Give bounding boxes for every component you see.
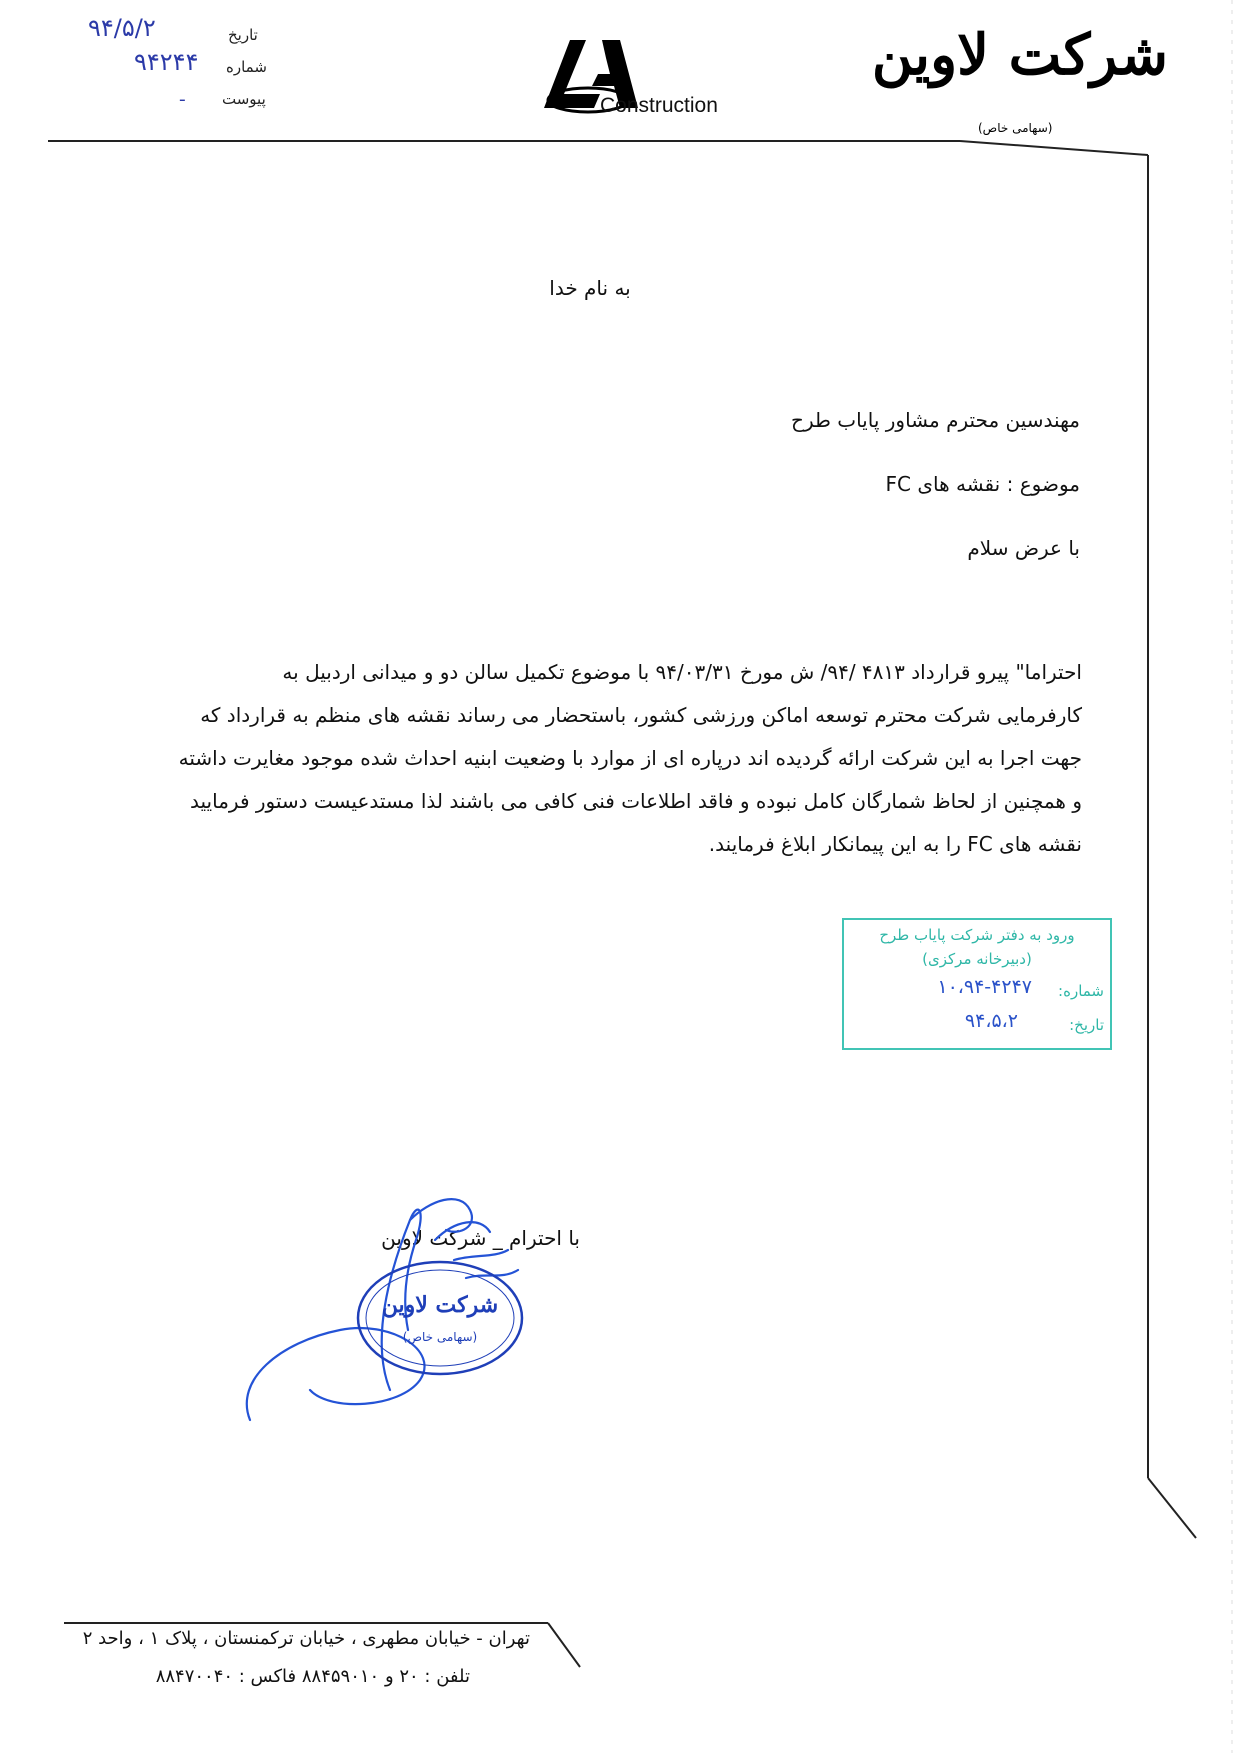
stamp-date-label: تاریخ: <box>1069 1016 1104 1034</box>
receipt-stamp <box>842 918 1112 1050</box>
invocation: به نام خدا <box>549 276 631 300</box>
seal-type: (سهامی خاص) <box>402 1330 478 1344</box>
greeting: با عرض سلام <box>967 536 1080 560</box>
body-line: کارفرمایی شرکت محترم توسعه اماکن ورزشی کشور، باستحضار می رساند نقشه های منظم به قرارداد که <box>200 703 1082 727</box>
body-line: احتراما" پیرو قرارداد ۴۸۱۳ /۹۴/ ش مورخ ۹۴/۰۳/۳۱ با موضوع تکمیل سالن دو و میدانی اردبیل به <box>282 660 1082 684</box>
footer-phone: تلفن : ۲۰ و ۸۸۴۵۹۰۱۰ فاکس : ۸۸۴۷۰۰۴۰ <box>155 1666 470 1687</box>
stamp-number-label: شماره: <box>1058 982 1104 1000</box>
body-line: جهت اجرا به این شرکت ارائه گردیده اند درپاره ای از موارد با وضعیت ابنیه احداث شده موجود مغایرت داشته <box>178 746 1082 770</box>
body-paragraph <box>150 651 1082 866</box>
stamp-number-value: ۱۰،۹۴-۴۲۴۷ <box>937 976 1032 998</box>
number-value: ۹۴۲۴۴ <box>134 48 199 76</box>
logo-wordmark: Construction <box>600 94 718 117</box>
date-label: تاریخ <box>228 26 258 44</box>
date-value: ۹۴/۵/۲ <box>88 14 156 42</box>
company-name: شرکت لاوین <box>871 22 1169 88</box>
footer-address: تهران - خیابان مطهری ، خیابان ترکمنستان ، پلاک ۱ ، واحد ۲ <box>82 1628 530 1649</box>
number-label: شماره <box>226 58 267 76</box>
attachment-value: ـ <box>180 86 185 105</box>
recipient: مهندسین محترم مشاور پایاب طرح <box>791 408 1080 432</box>
stamp-line1: ورود به دفتر شرکت پایاب طرح <box>879 926 1075 944</box>
stamp-line2: (دبیرخانه مرکزی) <box>922 950 1032 968</box>
body-line: نقشه های FC را به این پیمانکار ابلاغ فرمایند. <box>708 832 1082 856</box>
attachment-label: پیوست <box>222 90 266 108</box>
company-type: (سهامی خاص) <box>978 121 1053 135</box>
stamp-date-value: ۹۴،۵،۲ <box>964 1010 1018 1032</box>
seal-name: شرکت لاوین <box>381 1292 499 1318</box>
subject: موضوع : نقشه های FC <box>885 472 1080 496</box>
body-line: و همچنین از لحاظ شمارگان کامل نبوده و فاقد اطلاعات فنی کافی می باشند لذا مستدعیست دستور فرمایید <box>190 789 1082 813</box>
closing: با احترام _ شرکت لاوین <box>381 1226 580 1250</box>
